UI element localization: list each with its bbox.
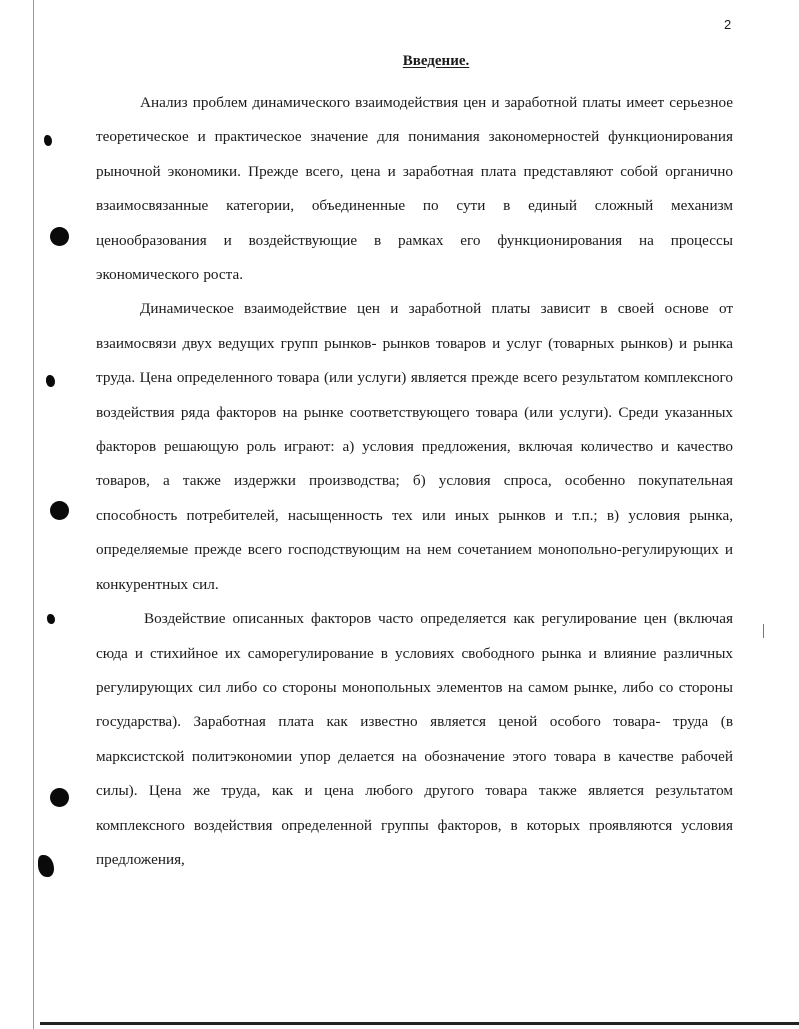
paragraph: Воздействие описанных факторов часто определяется как регулирование цен (включая сюда и стихийное их саморегулирование в условиях свободного рынка и влияние различных регулирующих сил либо со стороны монопольных элементов на самом рынке, либо со стороны государства). Заработная плата как известно является ценой особого товара- труда (в марксистской политэкономии упор делается на обозначение этого товара в качестве рабочей силы). Цена же труда, как и цена любого другого товара также является результатом комплексного воздействия определенной группы факторов, в которых проявляются условия предложения, [96, 610, 733, 868]
margin-blot [46, 375, 55, 387]
body-text [96, 86, 733, 877]
page-number: 2 [724, 17, 732, 32]
page-title: Введение. [402, 53, 470, 69]
punch-hole [50, 788, 69, 807]
scan-left-edge-line [33, 0, 34, 1029]
paragraph: Анализ проблем динамического взаимодействия цен и заработной платы имеет серьезное теоретическое и практическое значение для понимания закономерностей функционирования рыночной экономики. Прежде всего, цена и заработная плата представляют собой органично взаимосвязанные категории, объединенные по сути в единый сложный механизм ценообразования и воздействующие в рамках его функционирования на процессы экономического роста. [96, 94, 733, 284]
margin-blot [44, 135, 52, 146]
margin-blot [47, 614, 55, 624]
scan-right-mark [763, 624, 764, 638]
margin-blot [38, 855, 54, 877]
scan-bottom-edge-line [40, 1022, 799, 1025]
punch-hole [50, 227, 69, 246]
punch-hole [50, 501, 69, 520]
paragraph: Динамическое взаимодействие цен и заработной платы зависит в своей основе от взаимосвязи двух ведущих групп рынков- рынков товаров и услуг (товарных рынков) и рынка труда. Цена определенного товара (или услуги) является прежде всего результатом комплексного воздействия ряда факторов на рынке соответствующего товара (или услуги). Среди указанных факторов решающую роль играют: а) условия предложения, включая количество и качество товаров, а также издержки производства; б) условия спроса, особенно покупательная способность потребителей, насыщенность тех или иных рынков и т.п.; в) условия рынка, определяемые прежде всего господствующим на нем сочетанием монопольно-регулирующих и конкурентных сил. [96, 300, 733, 593]
